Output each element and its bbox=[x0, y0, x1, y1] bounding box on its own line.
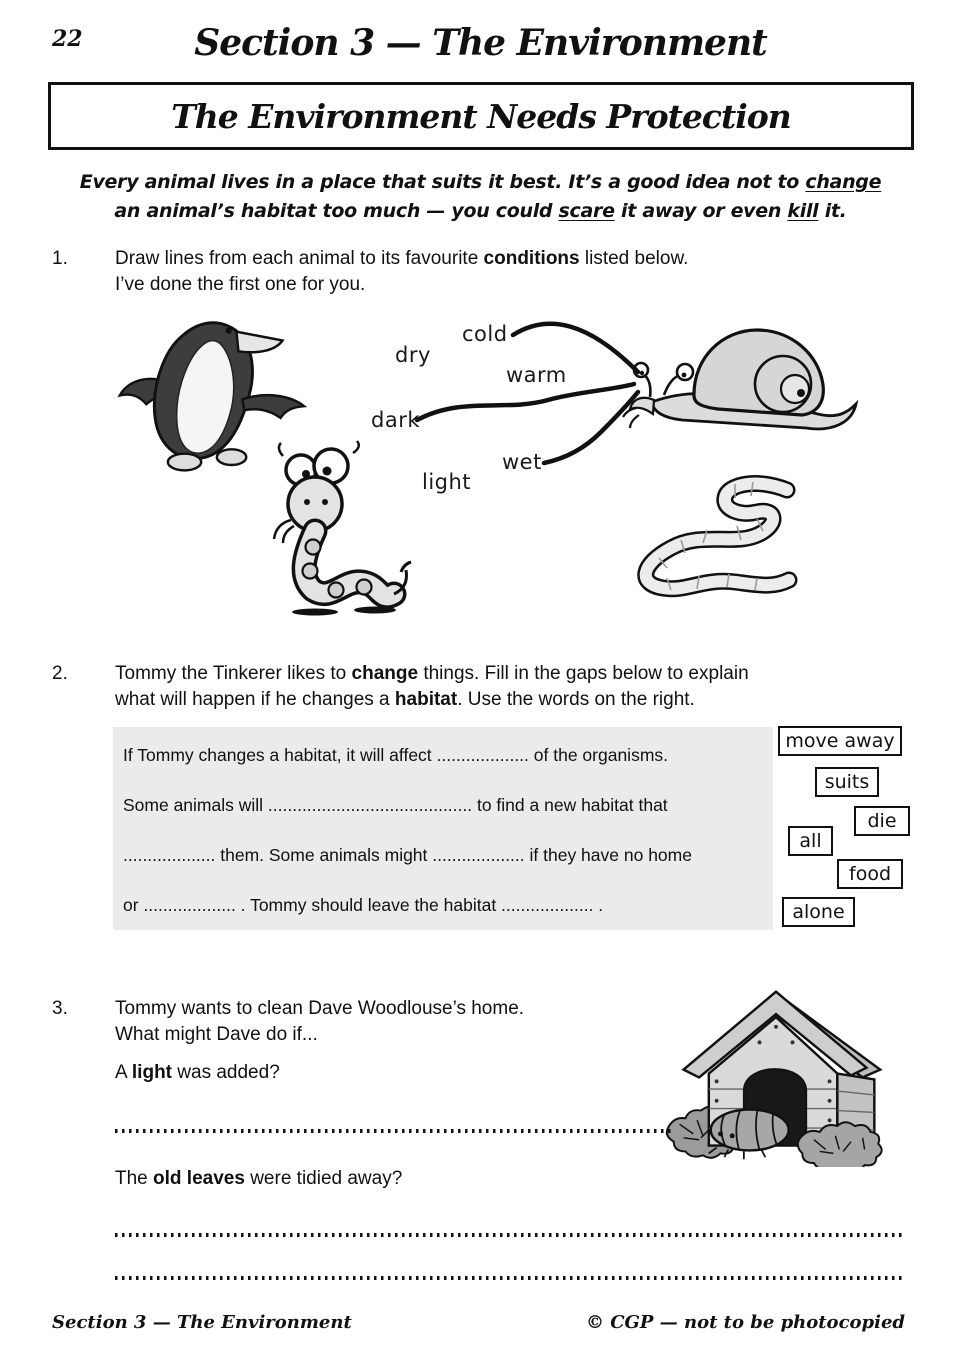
q2-text-bold-habitat: habitat bbox=[394, 689, 458, 710]
gap-fill-line: ................... them. Some animals might ................... if they have no home bbox=[123, 845, 692, 865]
gap-fill-box bbox=[113, 727, 773, 930]
word-bank-die: die bbox=[854, 806, 910, 836]
intro-underline-change: change bbox=[805, 171, 882, 193]
intro-underline-kill: kill bbox=[787, 200, 819, 222]
condition-label-warm: warm bbox=[506, 363, 567, 387]
word-bank-alone: alone bbox=[782, 897, 855, 927]
q1-text-a: Draw lines from each animal to its favourite bbox=[115, 248, 484, 269]
q3-sub-question-light bbox=[115, 1062, 280, 1084]
condition-label-light: light bbox=[422, 470, 472, 494]
answer-line-2 bbox=[115, 1233, 905, 1237]
question-3 bbox=[52, 996, 524, 1048]
matching-diagram bbox=[0, 300, 961, 645]
question-2 bbox=[52, 661, 749, 713]
answer-line-3 bbox=[115, 1276, 905, 1280]
q3-sub2-b: were tidied away? bbox=[244, 1168, 403, 1189]
intro-line2a: an animal’s habitat too much — you could bbox=[114, 200, 559, 222]
question-2-text bbox=[115, 661, 749, 713]
q2-text-a: Tommy the Tinkerer likes to bbox=[115, 663, 352, 684]
q3-text-line1: Tommy wants to clean Dave Woodlouse’s home. bbox=[115, 998, 525, 1019]
word-bank-suits: suits bbox=[815, 767, 879, 797]
intro-line1: Every animal lives in a place that suits it best. It’s a good idea not to bbox=[79, 171, 806, 193]
q1-text-line2: I’ve done the first one for you. bbox=[115, 274, 366, 295]
q3-sub2-a: The bbox=[115, 1168, 154, 1189]
condition-label-dark: dark bbox=[371, 408, 420, 432]
footer-section-title: Section 3 — The Environment bbox=[52, 1312, 352, 1333]
intro-line2c: it. bbox=[818, 200, 847, 222]
word-bank-move-away: move away bbox=[778, 726, 902, 756]
gap-fill-line: Some animals will .......................................... to find a new habitat that bbox=[123, 795, 668, 815]
q3-sub1-a: A bbox=[115, 1062, 132, 1083]
footer-copyright: © CGP — not to be photocopied bbox=[585, 1312, 905, 1333]
answer-line-1 bbox=[115, 1129, 671, 1133]
q3-sub1-b: was added? bbox=[172, 1062, 280, 1083]
gap-fill-line: If Tommy changes a habitat, it will affect ................... of the organisms. bbox=[123, 745, 669, 765]
q1-text-bold-conditions: conditions bbox=[483, 248, 580, 269]
q2-text-c: what will happen if he changes a bbox=[115, 689, 395, 710]
q2-text-b: things. Fill in the gaps below to explain bbox=[418, 663, 749, 684]
section-title: Section 3 — The Environment bbox=[194, 22, 767, 64]
worksheet-title: The Environment Needs Protection bbox=[171, 96, 791, 136]
q2-text-bold-change: change bbox=[351, 663, 419, 684]
q2-text-d: . Use the words on the right. bbox=[457, 689, 695, 710]
question-3-text bbox=[115, 996, 524, 1048]
condition-label-wet: wet bbox=[502, 450, 542, 474]
dog-kennel-illustration bbox=[652, 982, 900, 1167]
example-answer-lines bbox=[0, 300, 961, 645]
question-3-number: 3. bbox=[52, 998, 68, 1019]
question-1-number: 1. bbox=[52, 248, 68, 269]
intro-line2b: it away or even bbox=[614, 200, 788, 222]
word-bank-all: all bbox=[788, 826, 833, 856]
q3-sub1-bold-light: light bbox=[131, 1062, 173, 1083]
q3-text-line2: What might Dave do if... bbox=[115, 1024, 318, 1045]
worksheet-title-banner bbox=[48, 82, 914, 150]
intro-underline-scare: scare bbox=[558, 200, 615, 222]
condition-label-dry: dry bbox=[395, 343, 431, 367]
q3-sub2-bold-old-leaves: old leaves bbox=[153, 1168, 245, 1189]
q3-sub-question-leaves bbox=[115, 1168, 402, 1190]
question-1-text bbox=[115, 246, 688, 298]
condition-label-cold: cold bbox=[462, 322, 508, 346]
page-number: 22 bbox=[52, 26, 83, 52]
word-bank-food: food bbox=[837, 859, 903, 889]
intro-text bbox=[0, 168, 961, 226]
question-1 bbox=[52, 246, 688, 298]
q1-text-b: listed below. bbox=[579, 248, 689, 269]
question-2-number: 2. bbox=[52, 663, 68, 684]
gap-fill-line: or ................... . Tommy should leave the habitat ................... . bbox=[123, 895, 604, 915]
